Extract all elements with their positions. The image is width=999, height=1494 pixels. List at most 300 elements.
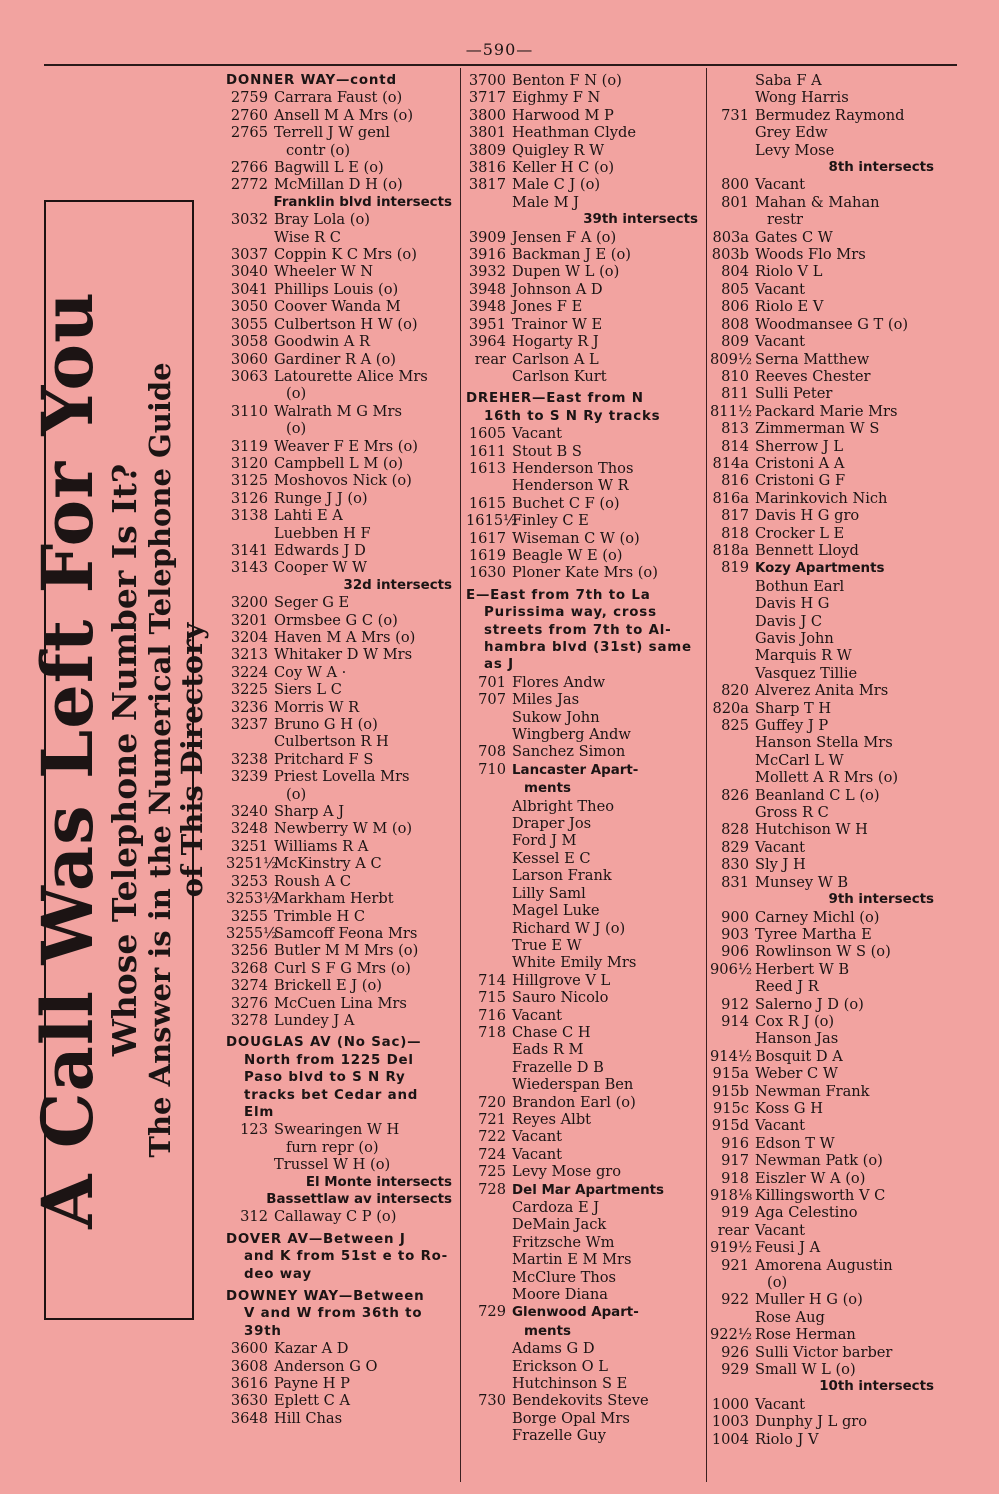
resident-name: Vacant (755, 838, 806, 856)
resident-name: Coppin K C Mrs (o) (274, 246, 417, 264)
directory-entry (226, 612, 456, 629)
resident-name: Brickell E J (o) (274, 977, 382, 995)
directory-entry (466, 281, 702, 298)
intersection-note: 32d intersects (343, 577, 452, 593)
directory-entry (710, 107, 938, 124)
resident-name: (o) (286, 385, 307, 403)
resident-name: Payne H P (274, 1375, 350, 1393)
resident-name: Moshovos Nick (o) (274, 472, 412, 490)
resident-name: Vacant (512, 1145, 563, 1163)
directory-entry (226, 420, 456, 437)
directory-entry (710, 298, 938, 315)
directory-entry (226, 908, 456, 925)
intersection-note: Bassettlaw av intersects (266, 1192, 452, 1207)
directory-entry (466, 1076, 702, 1093)
street-heading: Purissima way, cross (484, 605, 657, 621)
resident-name: Frazelle Guy (512, 1427, 607, 1445)
intersection-note: El Monte intersects (305, 1174, 452, 1190)
house-number: 3255 (230, 907, 268, 925)
directory-entry (466, 1410, 702, 1427)
resident-name: Gavis John (755, 630, 834, 647)
directory-column-2 (466, 72, 702, 1445)
resident-name: Sherrow J L (755, 437, 844, 455)
resident-name: Wheeler W N (274, 263, 373, 281)
directory-entry (466, 159, 702, 176)
resident-name: Henderson W R (512, 477, 629, 495)
house-number: 710 (478, 760, 506, 778)
resident-name: Sharp T H (755, 699, 832, 717)
resident-name: Curl S F G Mrs (o) (274, 959, 411, 977)
resident-name: Del Mar Apartments (512, 1182, 665, 1198)
directory-entry (466, 477, 702, 494)
directory-entry (466, 691, 702, 708)
house-number: 730 (478, 1392, 506, 1410)
resident-name: Newman Frank (755, 1082, 870, 1100)
resident-name: Aga Celestino (755, 1204, 858, 1222)
resident-name: Marinkovich Nich (755, 489, 888, 507)
resident-name: Riolo V L (755, 263, 823, 281)
resident-name: Sanchez Simon (512, 743, 626, 761)
resident-name: Rose Aug (755, 1308, 825, 1326)
resident-name: Mahan & Mahan (755, 193, 880, 211)
house-number: 1605 (468, 425, 506, 443)
directory-entry (226, 507, 456, 524)
resident-name: ments (524, 781, 571, 797)
resident-name: Sulli Peter (755, 385, 833, 403)
house-number: 3251 (230, 837, 268, 855)
house-number: 312 (240, 1208, 268, 1226)
resident-name: Sauro Nicolo (512, 989, 609, 1007)
directory-entry (466, 1111, 702, 1128)
resident-name: Wise R C (274, 228, 341, 246)
directory-entry (466, 72, 702, 89)
directory-entry (466, 333, 702, 350)
resident-name: Williams R A (274, 837, 369, 855)
house-number: 3213 (230, 646, 268, 664)
directory-entry (710, 142, 938, 159)
directory-entry (226, 1340, 456, 1357)
house-number: 3120 (230, 454, 268, 472)
directory-entry (226, 368, 456, 385)
street-heading: 16th to S N Ry tracks (484, 408, 661, 424)
house-number: 3032 (230, 211, 268, 229)
directory-entry (226, 890, 456, 907)
house-number: 707 (478, 691, 506, 709)
directory-entry (710, 1361, 938, 1378)
intersection-note: 9th intersects (828, 892, 934, 908)
directory-entry (226, 960, 456, 977)
house-number: 831 (721, 873, 749, 891)
resident-name: Muller H G (o) (755, 1291, 863, 1309)
directory-entry (466, 229, 702, 246)
resident-name: Sharp A J (274, 803, 345, 821)
resident-name: furn repr (o) (286, 1138, 379, 1156)
street-heading: DOVER AV—Between J (226, 1231, 406, 1247)
directory-entry (710, 1135, 938, 1152)
directory-entry (466, 298, 702, 315)
resident-name: Moore Diana (512, 1286, 608, 1304)
directory-entry (710, 978, 938, 995)
resident-name: Culbertson H W (o) (274, 315, 418, 333)
directory-entry (710, 1152, 938, 1169)
resident-name: Levy Mose gro (512, 1163, 622, 1181)
resident-name: Lilly Saml (512, 884, 586, 902)
house-number: 1003 (711, 1413, 749, 1431)
house-number: 3238 (230, 750, 268, 768)
resident-name: Zimmerman W S (755, 420, 880, 438)
street-heading: Elm (244, 1104, 275, 1120)
resident-name: Koss G H (755, 1099, 823, 1117)
resident-name: Jones F E (512, 298, 583, 316)
resident-name: Dunphy J L gro (755, 1413, 868, 1431)
resident-name: McClure Thos (512, 1268, 617, 1286)
directory-entry (710, 613, 938, 630)
resident-name: Killingsworth V C (755, 1187, 886, 1204)
resident-name: Hillgrove V L (512, 971, 611, 989)
directory-entry (710, 438, 938, 455)
resident-name: Morris W R (274, 698, 360, 716)
directory-entry (710, 839, 938, 856)
resident-name: Newman Patk (o) (755, 1152, 883, 1170)
resident-name: Small W L (o) (755, 1361, 856, 1379)
directory-entry (466, 316, 702, 333)
directory-entry (466, 176, 702, 193)
directory-entry (226, 263, 456, 280)
house-number: 3037 (230, 246, 268, 264)
resident-name: Ansell M A Mrs (o) (274, 106, 414, 124)
house-number: 825 (721, 717, 749, 735)
directory-entry (466, 512, 702, 529)
directory-entry (226, 733, 456, 750)
house-number: 3648 (230, 1409, 268, 1427)
street-heading: DREHER—East from N (466, 391, 644, 407)
directory-entry (710, 769, 938, 786)
resident-name: Davis J C (755, 612, 823, 630)
directory-entry (466, 674, 702, 691)
directory-entry (466, 1059, 702, 1076)
resident-name: Bray Lola (o) (274, 211, 370, 229)
directory-entry (466, 1181, 702, 1199)
directory-entry (466, 1358, 702, 1375)
directory-entry (226, 159, 456, 176)
house-number: 3801 (468, 124, 506, 142)
house-number: 3050 (230, 298, 268, 316)
street-heading: V and W from 36th to (244, 1306, 423, 1322)
resident-name: Eads R M (512, 1041, 584, 1059)
directory-entry (226, 942, 456, 959)
directory-entry (466, 885, 702, 902)
directory-entry (710, 1170, 938, 1187)
resident-name: Hanson Jas (755, 1030, 839, 1048)
house-number: 3255½ (226, 924, 278, 942)
directory-entry (710, 1291, 938, 1308)
resident-name: Frazelle D B (512, 1058, 604, 1076)
resident-name: True E W (512, 936, 582, 954)
resident-name: (o) (286, 785, 307, 803)
intersection-note: 39th intersects (583, 212, 698, 228)
directory-entry (226, 385, 456, 402)
directory-entry (466, 1340, 702, 1357)
directory-entry (710, 472, 938, 489)
house-number: 3909 (468, 228, 506, 246)
directory-entry (226, 594, 456, 611)
resident-name: Saba F A (755, 72, 822, 89)
directory-entry (226, 490, 456, 507)
house-number: 2766 (230, 159, 268, 177)
resident-name: Gates C W (755, 228, 833, 246)
resident-name: McCuen Lina Mrs (274, 994, 407, 1012)
street-heading: hambra blvd (31st) same (484, 640, 692, 655)
directory-entry (466, 1199, 702, 1216)
house-number: 915b (711, 1082, 749, 1100)
directory-entry (466, 1024, 702, 1041)
house-number: 3236 (230, 698, 268, 716)
resident-name: Cardoza E J (512, 1199, 600, 1216)
house-number: 830 (721, 856, 749, 874)
resident-name: Rose Herman (755, 1326, 856, 1344)
directory-entry (710, 1413, 938, 1430)
directory-entry (466, 1041, 702, 1058)
resident-name: Salerno J D (o) (755, 995, 864, 1013)
ad-line-4: of This Directory (175, 622, 209, 898)
resident-name: Carlson Kurt (512, 367, 607, 385)
house-number: 3225 (230, 681, 268, 699)
resident-name: Phillips Louis (o) (274, 280, 399, 298)
directory-entry (466, 142, 702, 159)
directory-entry (710, 1239, 938, 1256)
directory-entry (226, 89, 456, 106)
resident-name: Coy W A · (274, 663, 347, 681)
house-number: 1617 (468, 529, 506, 547)
resident-name: Flores Andw (512, 673, 606, 691)
resident-name: Kazar A D (274, 1340, 349, 1358)
resident-name: Backman J E (o) (512, 246, 631, 264)
resident-name: Vacant (755, 1117, 806, 1135)
directory-entry (466, 1269, 702, 1286)
resident-name: Pritchard F S (274, 750, 374, 768)
resident-name: Trainor W E (512, 315, 603, 333)
house-number: 3248 (230, 820, 268, 838)
directory-entry (710, 1013, 938, 1030)
directory-entry (710, 1396, 938, 1413)
house-number: 3138 (230, 507, 268, 525)
resident-name: Dupen W L (o) (512, 263, 620, 281)
resident-name: Vacant (512, 425, 563, 443)
resident-name: Siers L C (274, 681, 342, 699)
house-number: 3201 (230, 611, 268, 629)
resident-name: Bruno G H (o) (274, 716, 378, 734)
directory-entry (710, 1083, 938, 1100)
directory-entry (710, 647, 938, 664)
house-number: 3041 (230, 280, 268, 298)
resident-name: Culbertson R H (274, 733, 389, 751)
directory-entry (710, 507, 938, 524)
directory-entry (466, 743, 702, 760)
house-number: 3126 (230, 489, 268, 507)
directory-entry (226, 351, 456, 368)
resident-name: (o) (286, 420, 307, 438)
resident-name: Martin E M Mrs (512, 1251, 632, 1269)
resident-name: Butler M M Mrs (o) (274, 942, 419, 960)
house-number: 1615½ (466, 512, 518, 530)
resident-name: DeMain Jack (512, 1216, 607, 1234)
directory-entry (710, 961, 938, 978)
resident-name: Cristoni A A (755, 454, 845, 472)
resident-name: Carney Michl (o) (755, 908, 880, 926)
resident-name: Roush A C (274, 872, 352, 890)
top-rule (44, 64, 957, 66)
directory-entry (710, 1187, 938, 1204)
house-number: 3204 (230, 629, 268, 646)
resident-name: Levy Mose (755, 141, 835, 159)
directory-entry (466, 867, 702, 884)
house-number: 906 (721, 943, 749, 961)
directory-entry (226, 246, 456, 263)
directory-entry (710, 1204, 938, 1221)
resident-name: Hutchinson S E (512, 1375, 628, 1393)
resident-name: Hutchison W H (755, 821, 868, 839)
street-heading: DOUGLAS AV (No Sac)— (226, 1035, 422, 1051)
directory-entry (710, 263, 938, 280)
house-number: 3630 (230, 1392, 268, 1410)
directory-entry (466, 761, 702, 779)
directory-entry (466, 1163, 702, 1180)
resident-name: Buchet C F (o) (512, 494, 620, 512)
resident-name: Keller H C (o) (512, 159, 615, 177)
directory-entry (710, 525, 938, 542)
directory-entry (710, 542, 938, 559)
directory-entry (710, 1065, 938, 1082)
directory-entry (710, 1274, 938, 1291)
house-number: 809½ (710, 350, 752, 368)
directory-entry (710, 194, 938, 211)
house-number: 803a (712, 228, 749, 246)
resident-name: Adams G D (512, 1340, 595, 1358)
house-number: 3948 (468, 280, 506, 298)
house-number: 2772 (230, 176, 268, 194)
house-number: 912 (721, 995, 749, 1013)
resident-name: Amorena Augustin (755, 1256, 893, 1274)
directory-entry (710, 351, 938, 368)
directory-entry (710, 559, 938, 577)
house-number: 906½ (710, 960, 752, 978)
resident-name: Edwards J D (274, 541, 366, 559)
directory-entry (710, 229, 938, 246)
intersection-note: 10th intersects (819, 1379, 934, 1395)
directory-entry (226, 646, 456, 663)
resident-name: Chase C H (512, 1023, 591, 1041)
directory-entry (710, 1309, 938, 1326)
resident-name: ments (524, 1323, 571, 1339)
house-number: 3055 (230, 315, 268, 333)
directory-entry (466, 1427, 702, 1444)
directory-entry (710, 996, 938, 1013)
resident-name: Reed J R (755, 978, 819, 996)
directory-entry (710, 665, 938, 682)
directory-entry (710, 455, 938, 472)
resident-name: Anderson G O (274, 1357, 378, 1375)
directory-entry (710, 403, 938, 420)
house-number: 3948 (468, 298, 506, 316)
resident-name: Bendekovits Steve (512, 1392, 649, 1410)
directory-entry (466, 920, 702, 937)
resident-name: Riolo J V (755, 1430, 819, 1448)
resident-name: Marquis R W (755, 647, 852, 665)
house-number: 810 (721, 367, 749, 385)
street-heading: deo way (244, 1266, 312, 1282)
street-heading: 39th (244, 1323, 282, 1339)
street-heading: DOWNEY WAY—Between (226, 1289, 425, 1305)
house-number: 3700 (468, 72, 506, 89)
house-number: 1000 (711, 1395, 749, 1413)
resident-name: Bennett Lloyd (755, 541, 859, 559)
directory-entry (466, 937, 702, 954)
resident-name: Sukow John (512, 708, 600, 726)
resident-name: Lahti E A (274, 507, 343, 525)
house-number: 3063 (230, 367, 268, 385)
house-number: 3110 (230, 402, 268, 420)
directory-entry (466, 495, 702, 512)
resident-name: Eplett C A (274, 1392, 351, 1410)
street-heading: streets from 7th to Al- (484, 622, 672, 638)
resident-name: Terrell J W genl (274, 124, 390, 142)
directory-entry (466, 779, 702, 797)
resident-name: Reeves Chester (755, 367, 871, 385)
resident-name: Vasquez Tillie (755, 664, 858, 682)
house-number: 3817 (468, 176, 506, 194)
resident-name: Runge J J (o) (274, 489, 368, 507)
directory-entry (466, 530, 702, 547)
house-number: 715 (478, 989, 506, 1007)
resident-name: Samcoff Feona Mrs (274, 924, 418, 942)
house-number: 3200 (230, 594, 268, 612)
house-number: 3253 (230, 872, 268, 890)
house-number: 921 (721, 1256, 749, 1274)
directory-entry (466, 972, 702, 989)
house-number: 3951 (468, 315, 506, 333)
house-number: 3125 (230, 472, 268, 490)
resident-name: Eiszler W A (o) (755, 1169, 866, 1187)
resident-name: Trimble H C (274, 907, 366, 925)
house-number: 1619 (468, 546, 506, 564)
resident-name: Bothun Earl (755, 577, 845, 595)
resident-name: Bagwill L E (o) (274, 159, 384, 177)
street-heading: tracks bet Cedar and (244, 1087, 419, 1103)
directory-entry (710, 1326, 938, 1343)
directory-entry (466, 564, 702, 581)
resident-name: Richard W J (o) (512, 919, 626, 937)
street-heading: Paso blvd to S N Ry (244, 1070, 406, 1086)
resident-name: Markham Herbt (274, 890, 394, 908)
directory-entry (466, 1375, 702, 1392)
house-number: 3276 (230, 994, 268, 1012)
resident-name: Eighmy F N (512, 89, 601, 107)
street-heading: North from 1225 Del (244, 1052, 414, 1068)
directory-entry (466, 1128, 702, 1145)
directory-entry (466, 425, 702, 442)
directory-entry (710, 211, 938, 228)
resident-name: Walrath M G Mrs (274, 402, 402, 420)
directory-entry (710, 1100, 938, 1117)
directory-entry (466, 1286, 702, 1303)
house-number: 3816 (468, 159, 506, 177)
resident-name: Lancaster Apart- (512, 762, 639, 778)
house-number: 922 (721, 1291, 749, 1309)
resident-name: Sulli Victor barber (755, 1343, 893, 1361)
resident-name: McCarl L W (755, 751, 844, 769)
resident-name: contr (o) (286, 141, 351, 159)
resident-name: Male C J (o) (512, 176, 601, 194)
